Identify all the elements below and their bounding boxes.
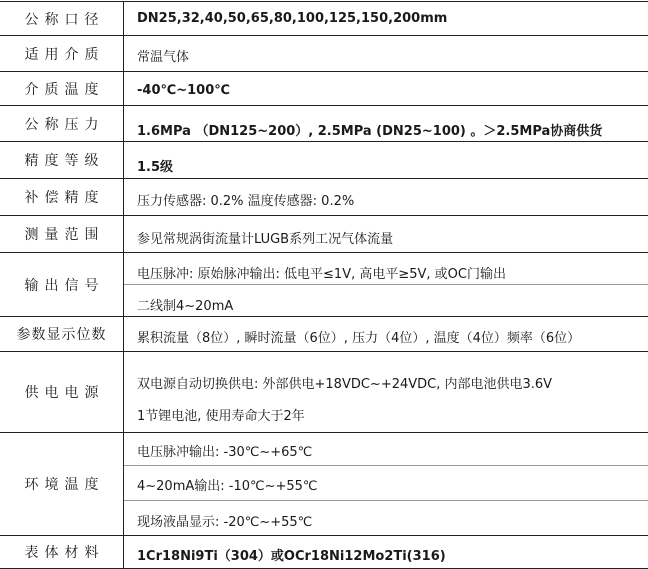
table-row <box>0 71 648 105</box>
row-value: 电压脉冲: 原始脉冲输出: 低电平≤1V, 高电平≥5V, 或OC门输出 <box>137 267 506 282</box>
row-label: 输出信号 <box>0 253 124 316</box>
row-value: 参见常规涡街流量计LUGB系列工况气体流量 <box>137 232 394 247</box>
table-row <box>0 316 648 351</box>
row-label: 供电电源 <box>0 352 124 432</box>
table-row <box>0 35 648 71</box>
row-label: 介质温度 <box>0 72 124 105</box>
row-divider <box>124 284 648 285</box>
row-label: 测量范围 <box>0 216 124 252</box>
row-label: 适用介质 <box>0 36 124 71</box>
row-value: 二线制4~20mA <box>137 299 234 314</box>
row-value: 双电源自动切换供电: 外部供电+18VDC~+24VDC, 内部电池供电3.6V <box>137 377 553 392</box>
table-row <box>0 432 648 535</box>
row-label: 精度等级 <box>0 142 124 178</box>
table-row <box>0 351 648 432</box>
row-value: 1.6MPa （DN125~200）, 2.5MPa (DN25~100) 。＞2.5MPa协商供货 <box>137 124 603 139</box>
row-label: 参数显示位数 <box>0 317 124 351</box>
row-divider <box>124 465 648 466</box>
table-row <box>0 178 648 215</box>
row-value: 1.5级 <box>137 160 174 175</box>
row-value: 4~20mA输出: -10℃~+55℃ <box>137 479 318 494</box>
row-value: -40℃~100℃ <box>137 83 230 98</box>
row-value: 1Cr18Ni9Ti（304）或OCr18Ni12Mo2Ti(316) <box>137 549 446 564</box>
row-label: 环境温度 <box>0 433 124 535</box>
table-row <box>0 105 648 141</box>
row-value: 现场液晶显示: -20℃~+55℃ <box>137 515 313 530</box>
table-row <box>0 1 648 35</box>
table-row <box>0 535 648 569</box>
row-value: 电压脉冲输出: -30℃~+65℃ <box>137 445 313 460</box>
row-value: 常温气体 <box>137 50 190 65</box>
row-label: 公称口径 <box>0 2 124 35</box>
row-divider <box>124 500 648 501</box>
row-value: 压力传感器: 0.2% 温度传感器: 0.2% <box>137 194 355 209</box>
row-label: 补偿精度 <box>0 179 124 215</box>
row-value: 累积流量（8位）, 瞬时流量（6位）, 压力（4位）, 温度（4位）频率（6位） <box>137 331 581 346</box>
table-row <box>0 141 648 178</box>
table-row <box>0 252 648 316</box>
row-value: DN25,32,40,50,65,80,100,125,150,200mm <box>137 11 448 26</box>
table-row <box>0 215 648 252</box>
row-label: 公称压力 <box>0 106 124 141</box>
row-label: 表体材料 <box>0 536 124 568</box>
row-value: 1节锂电池, 使用寿命大于2年 <box>137 409 305 424</box>
